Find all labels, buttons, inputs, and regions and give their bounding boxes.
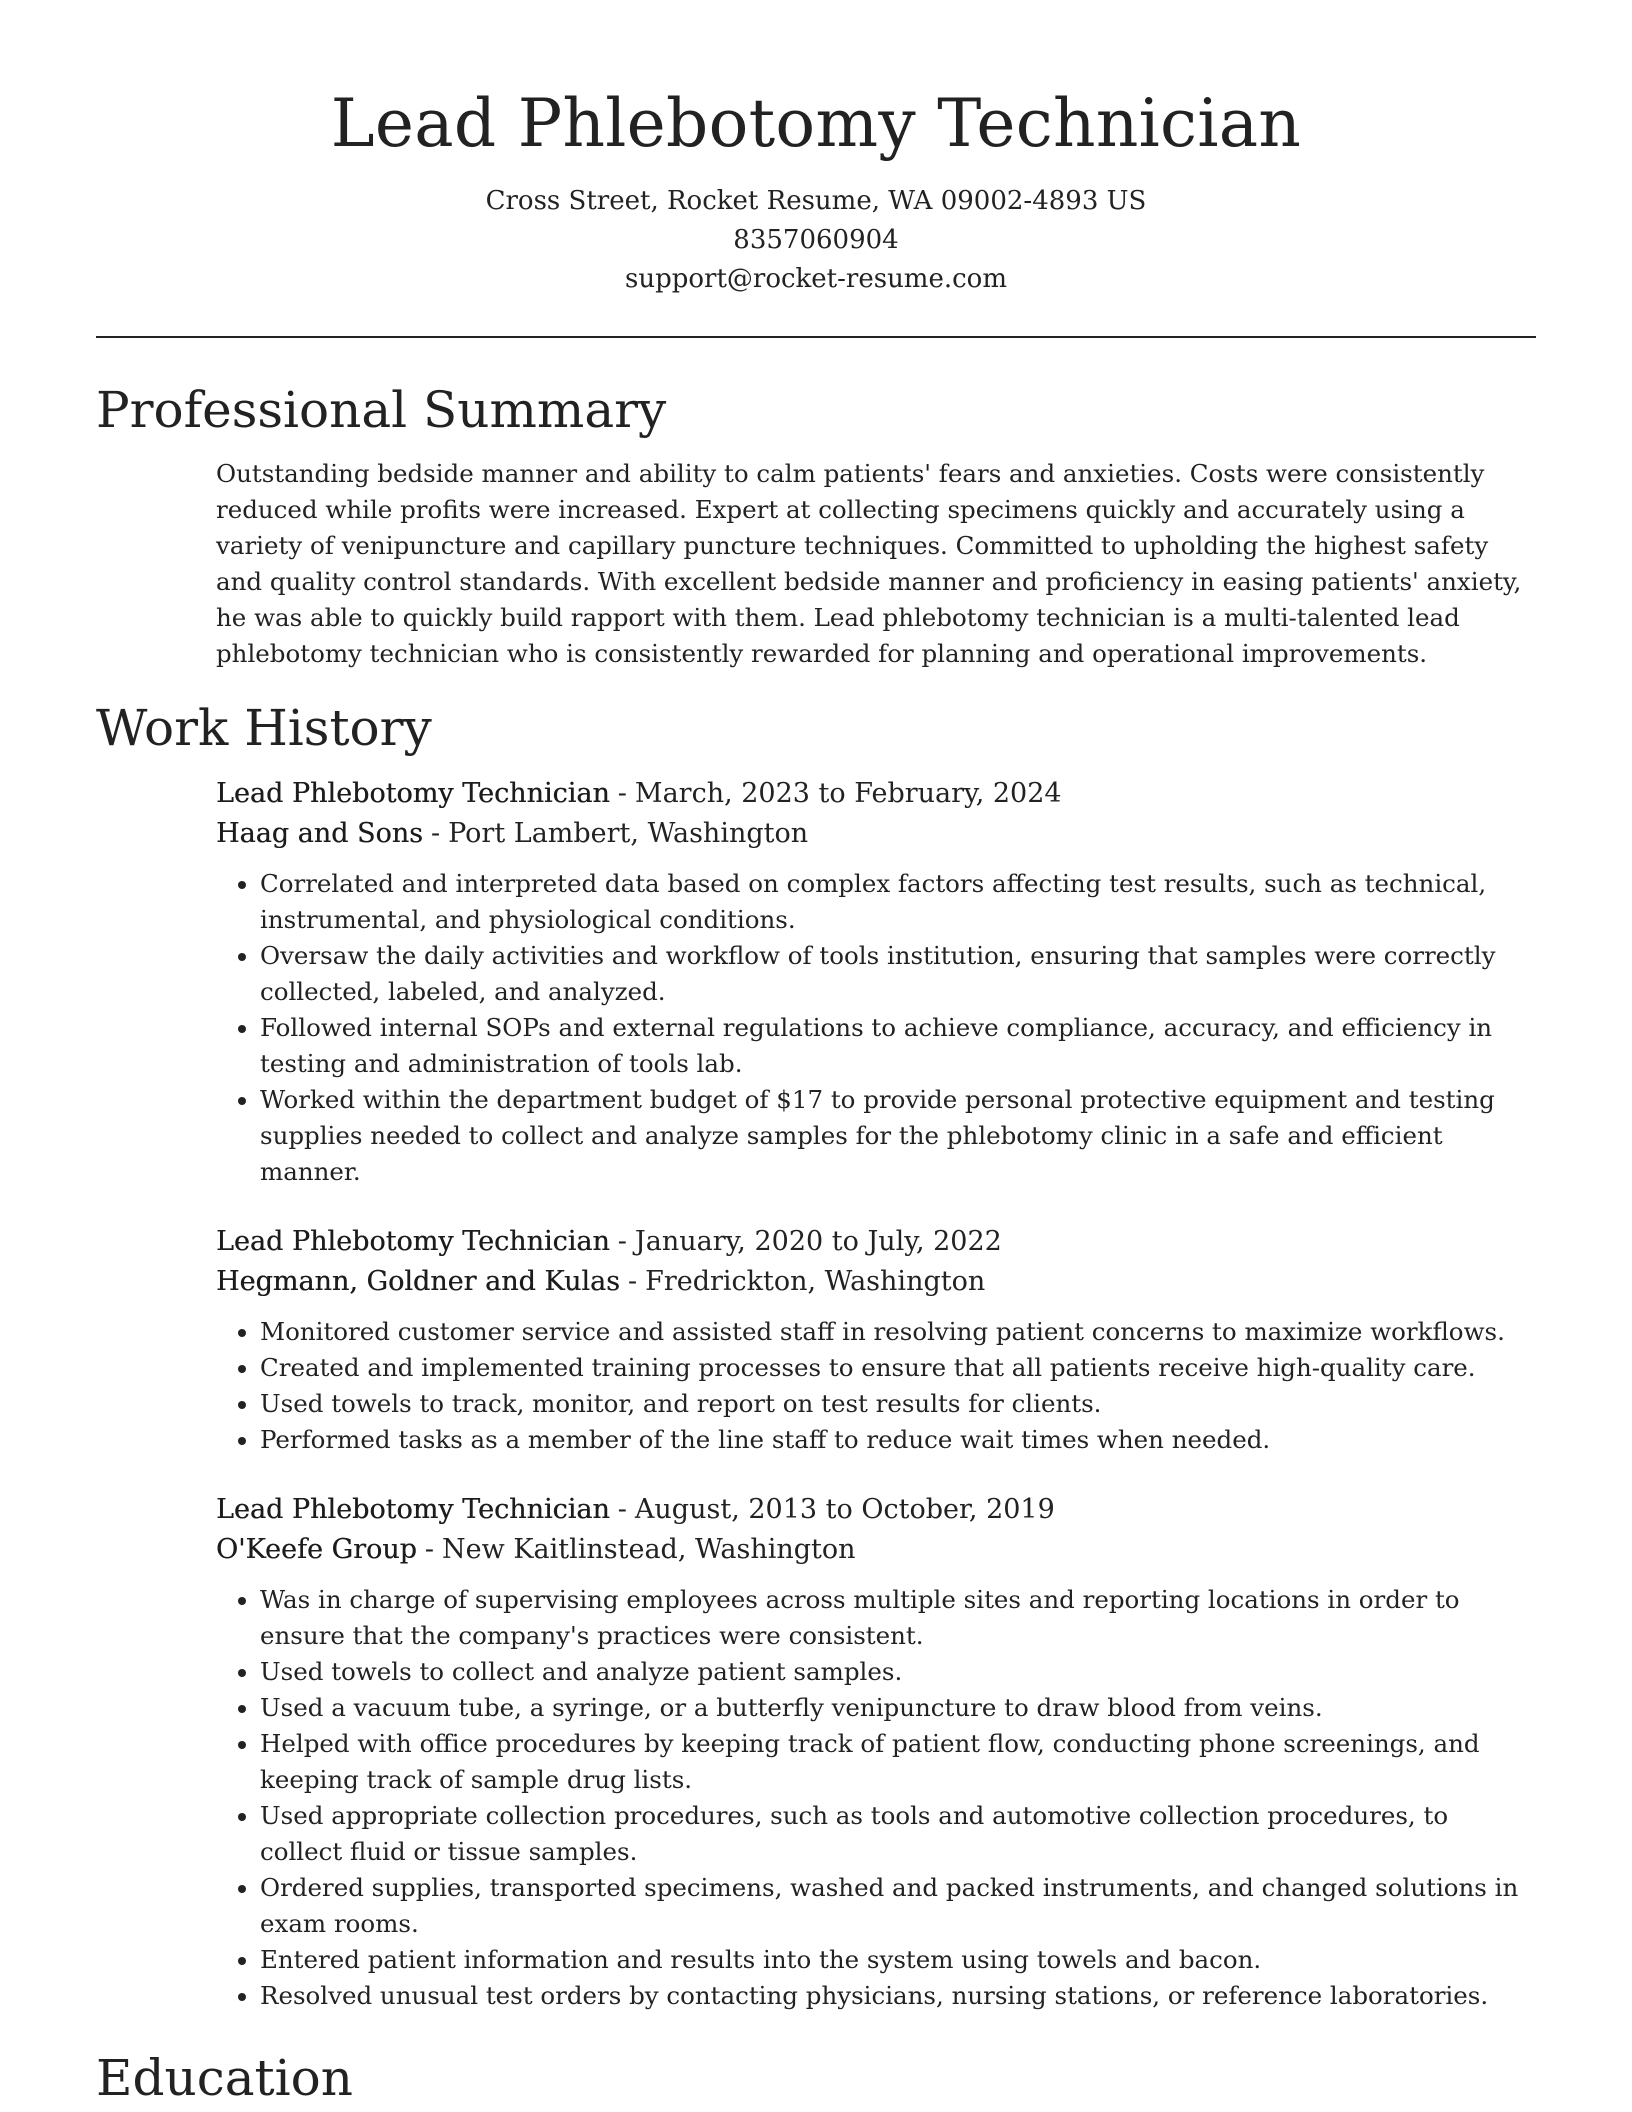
job-separator: - <box>617 1494 627 1525</box>
job-dates: March, 2023 to February, 2024 <box>634 778 1062 809</box>
job-location: Fredrickton, Washington <box>645 1266 986 1297</box>
job-duty-item: • Used towels to track, monitor, and report on test results for clients. <box>260 1386 1536 1422</box>
section-title-summary: Professional Summary <box>96 381 667 439</box>
job-duty-item: • Correlated and interpreted data based on complex factors affecting test results, such as technical, instrumental, and physiological conditions. <box>260 866 1536 938</box>
resume-header <box>96 80 1536 299</box>
job-separator: - <box>617 1226 627 1257</box>
job-duty-item: • Ordered supplies, transported specimens, washed and packed instruments, and changed solutions in exam rooms. <box>260 1870 1536 1942</box>
job-duty-item: • Resolved unusual test orders by contacting physicians, nursing stations, or reference laboratories. <box>260 1978 1536 2014</box>
job-company-line <box>216 814 1536 854</box>
job-company: Haag and Sons <box>216 818 423 849</box>
job-duties-list <box>216 866 1536 1190</box>
job-company-line <box>216 1530 1536 1570</box>
job-duty-item: • Monitored customer service and assisted staff in resolving patient concerns to maximize workflows. <box>260 1314 1536 1350</box>
job-location: New Kaitlinstead, Washington <box>442 1534 856 1565</box>
job-duty-item: • Used appropriate collection procedures, such as tools and automotive collection procedures, to collect fluid or tissue samples. <box>260 1798 1536 1870</box>
summary-text: Outstanding bedside manner and ability to calm patients' fears and anxieties. Costs were consistently reduced while profits were increased. Expert at collecting specimens quickly and accurately using a variety of venipuncture and capillary puncture techniques. Committed to upholding the highest safety and quality control standards. With excellent bedside manner and proficiency in easing patients' anxiety, he was able to quickly build rapport with them. Lead phlebotomy technician is a multi-talented lead phlebotomy technician who is consistently rewarded for planning and operational improvements. <box>216 459 1522 668</box>
section-title-work-history: Work History <box>96 699 432 757</box>
job-separator: - <box>430 818 441 849</box>
job-title-line <box>216 774 1536 814</box>
job-duty-item: • Oversaw the daily activities and workflow of tools institution, ensuring that samples were correctly collected, labeled, and analyzed. <box>260 938 1536 1010</box>
job-entry <box>216 774 1536 1190</box>
job-duty-item: • Followed internal SOPs and external regulations to achieve compliance, accuracy, and efficiency in testing and administration of tools lab. <box>260 1010 1536 1082</box>
job-company: Hegmann, Goldner and Kulas <box>216 1266 620 1297</box>
contact-address: Cross Street, Rocket Resume, WA 09002-4893 US <box>485 186 1147 216</box>
job-entry <box>216 1222 1536 1458</box>
job-title-line <box>216 1490 1536 1530</box>
job-company-line <box>216 1262 1536 1302</box>
job-separator: - <box>617 778 627 809</box>
job-duty-item: • Performed tasks as a member of the line staff to reduce wait times when needed. <box>260 1422 1536 1458</box>
job-duty-item: • Used a vacuum tube, a syringe, or a butterfly venipuncture to draw blood from veins. <box>260 1690 1536 1726</box>
job-title: Lead Phlebotomy Technician <box>216 778 610 809</box>
resume-name: Lead Phlebotomy Technician <box>330 85 1302 162</box>
section-title-education: Education <box>96 2049 353 2107</box>
job-duty-item: • Was in charge of supervising employees across multiple sites and reporting locations in order to ensure that the company's practices were consistent. <box>260 1582 1536 1654</box>
professional-summary-section <box>96 378 1536 672</box>
job-duty-item: • Worked within the department budget of $17 to provide personal protective equipment and testing supplies needed to collect and analyze samples for the phlebotomy clinic in a safe and efficient manner. <box>260 1082 1536 1190</box>
job-entry <box>216 1490 1536 2014</box>
job-duties-list <box>216 1582 1536 2014</box>
job-duty-item: • Helped with office procedures by keeping track of patient flow, conducting phone screenings, and keeping track of sample drug lists. <box>260 1726 1536 1798</box>
job-title: Lead Phlebotomy Technician <box>216 1494 610 1525</box>
job-duties-list <box>216 1314 1536 1458</box>
education-section <box>96 2046 1536 2110</box>
summary-body <box>216 456 1536 672</box>
job-duty-item: • Entered patient information and results into the system using towels and bacon. <box>260 1942 1536 1978</box>
job-company: O'Keefe Group <box>216 1534 417 1565</box>
job-title: Lead Phlebotomy Technician <box>216 1226 610 1257</box>
job-list <box>216 774 1536 2014</box>
job-dates: August, 2013 to October, 2019 <box>634 1494 1055 1525</box>
work-history-section <box>96 696 1536 2014</box>
contact-email: support@rocket-resume.com <box>624 264 1007 294</box>
job-title-line <box>216 1222 1536 1262</box>
job-dates: January, 2020 to July, 2022 <box>634 1226 1002 1257</box>
job-duty-item: • Used towels to collect and analyze patient samples. <box>260 1654 1536 1690</box>
header-divider <box>96 336 1536 338</box>
job-location: Port Lambert, Washington <box>448 818 809 849</box>
job-separator: - <box>424 1534 435 1565</box>
contact-phone: 8357060904 <box>733 225 899 255</box>
job-separator: - <box>627 1266 638 1297</box>
job-duty-item: • Created and implemented training processes to ensure that all patients receive high-quality care. <box>260 1350 1536 1386</box>
